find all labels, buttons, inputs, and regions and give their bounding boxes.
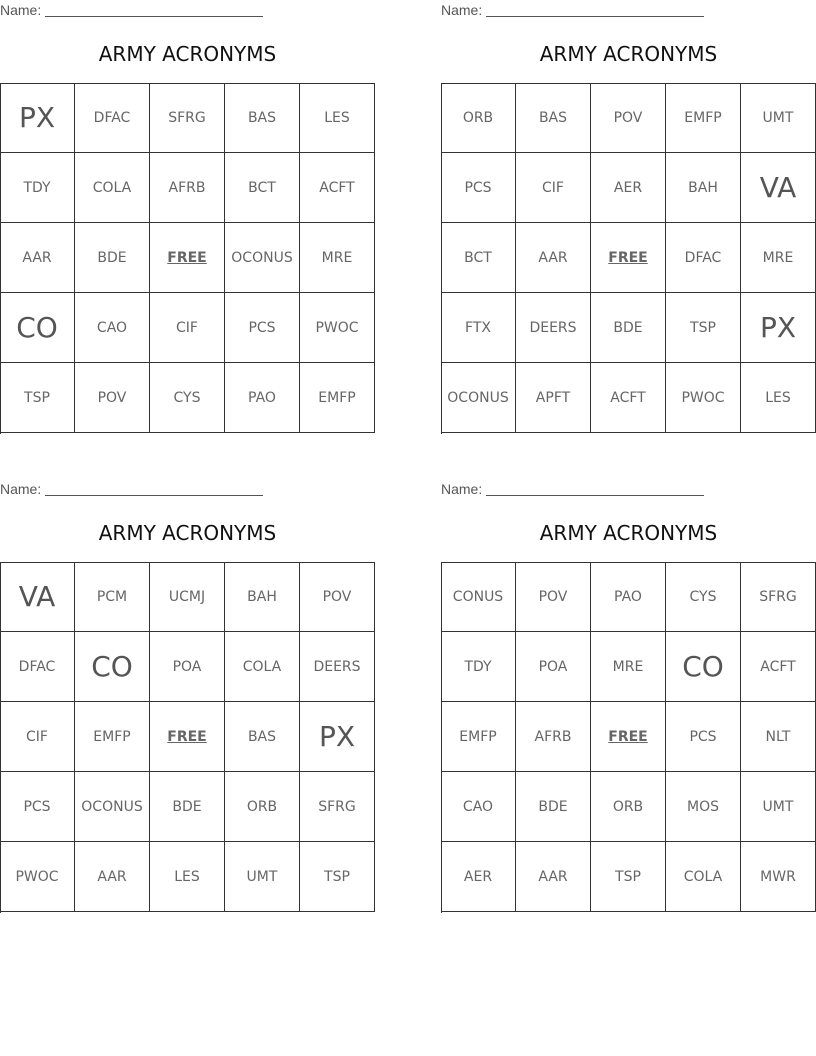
bingo-cell: EMFP (666, 83, 741, 153)
bingo-cell: PAO (225, 363, 300, 433)
bingo-cell: AAR (0, 223, 75, 293)
name-label: Name: (0, 2, 42, 18)
bingo-cell: VA (0, 562, 75, 632)
bingo-grid (441, 83, 816, 434)
bingo-cell: AFRB (516, 702, 591, 772)
bingo-cell: CAO (441, 772, 516, 842)
bingo-grid (0, 83, 375, 434)
bingo-cell: POV (75, 363, 150, 433)
bingo-cell: COLA (225, 632, 300, 702)
bingo-cell: PX (741, 293, 816, 363)
bingo-cell: UCMJ (150, 562, 225, 632)
bingo-cell: EMFP (441, 702, 516, 772)
bingo-cell: COLA (666, 842, 741, 912)
bingo-cell: PCS (0, 772, 75, 842)
bingo-cell: PCS (225, 293, 300, 363)
bingo-cell: OCONUS (225, 223, 300, 293)
bingo-cell: ACFT (591, 363, 666, 433)
bingo-cell: CIF (0, 702, 75, 772)
bingo-cell: MRE (741, 223, 816, 293)
bingo-cell: CAO (75, 293, 150, 363)
bingo-cell: AAR (75, 842, 150, 912)
bingo-cell: ACFT (741, 632, 816, 702)
bingo-cell: LES (741, 363, 816, 433)
bingo-cell: PCS (441, 153, 516, 223)
card-title: ARMY ACRONYMS (98, 42, 277, 66)
bingo-cell: DFAC (666, 223, 741, 293)
bingo-cell: DFAC (75, 83, 150, 153)
card-title: ARMY ACRONYMS (98, 521, 277, 545)
bingo-cell: VA (741, 153, 816, 223)
bingo-cell: BAH (225, 562, 300, 632)
name-field (441, 0, 816, 20)
bingo-cell: BAS (516, 83, 591, 153)
bingo-cell: POA (516, 632, 591, 702)
bingo-grid (0, 562, 375, 913)
bingo-cell: BDE (591, 293, 666, 363)
bingo-cell: DFAC (0, 632, 75, 702)
name-field (441, 479, 816, 499)
bingo-cell: PCS (666, 702, 741, 772)
bingo-cell: TDY (441, 632, 516, 702)
bingo-cell: LES (150, 842, 225, 912)
bingo-cell: CO (0, 293, 75, 363)
bingo-cell: SFRG (300, 772, 375, 842)
bingo-cell: BDE (150, 772, 225, 842)
bingo-cell: BCT (441, 223, 516, 293)
bingo-cell: BAH (666, 153, 741, 223)
bingo-cell: ORB (225, 772, 300, 842)
bingo-cell: PX (300, 702, 375, 772)
bingo-cell: MOS (666, 772, 741, 842)
bingo-cell: AAR (516, 842, 591, 912)
bingo-cell: MRE (591, 632, 666, 702)
bingo-cell: POV (516, 562, 591, 632)
bingo-cell: OCONUS (75, 772, 150, 842)
bingo-cell: TSP (591, 842, 666, 912)
bingo-cell: ORB (441, 83, 516, 153)
bingo-cell: COLA (75, 153, 150, 223)
bingo-cell: ORB (591, 772, 666, 842)
bingo-cell: TSP (666, 293, 741, 363)
name-blank-line (45, 495, 263, 496)
bingo-cell: SFRG (741, 562, 816, 632)
bingo-cell: TDY (0, 153, 75, 223)
bingo-cell: LES (300, 83, 375, 153)
bingo-cell: CO (75, 632, 150, 702)
bingo-cell: DEERS (300, 632, 375, 702)
bingo-cell: AER (441, 842, 516, 912)
bingo-cell: CONUS (441, 562, 516, 632)
name-blank-line (45, 16, 263, 17)
free-space-cell: FREE (591, 702, 666, 772)
bingo-cell: PCM (75, 562, 150, 632)
bingo-cell: SFRG (150, 83, 225, 153)
bingo-cell: APFT (516, 363, 591, 433)
name-label: Name: (441, 2, 483, 18)
bingo-cell: PWOC (300, 293, 375, 363)
bingo-cell: POV (300, 562, 375, 632)
bingo-cell: CYS (666, 562, 741, 632)
bingo-cell: MRE (300, 223, 375, 293)
name-blank-line (486, 16, 704, 17)
bingo-cell: FTX (441, 293, 516, 363)
bingo-cell: TSP (300, 842, 375, 912)
bingo-cell: BCT (225, 153, 300, 223)
bingo-cell: PWOC (0, 842, 75, 912)
bingo-cell: POV (591, 83, 666, 153)
free-space-cell: FREE (150, 223, 225, 293)
bingo-cell: UMT (225, 842, 300, 912)
bingo-cell: BAS (225, 83, 300, 153)
bingo-cell: AAR (516, 223, 591, 293)
name-field (0, 479, 375, 499)
bingo-cell: CYS (150, 363, 225, 433)
bingo-cell: AFRB (150, 153, 225, 223)
bingo-cell: AER (591, 153, 666, 223)
bingo-cell: POA (150, 632, 225, 702)
bingo-cell: CIF (150, 293, 225, 363)
name-label: Name: (441, 481, 483, 497)
bingo-cell: ACFT (300, 153, 375, 223)
bingo-cell: CO (666, 632, 741, 702)
name-label: Name: (0, 481, 42, 497)
bingo-cell: NLT (741, 702, 816, 772)
bingo-cell: PX (0, 83, 75, 153)
bingo-cell: DEERS (516, 293, 591, 363)
name-blank-line (486, 495, 704, 496)
free-space-cell: FREE (150, 702, 225, 772)
bingo-cell: EMFP (300, 363, 375, 433)
bingo-cell: UMT (741, 772, 816, 842)
bingo-cell: PWOC (666, 363, 741, 433)
free-space-cell: FREE (591, 223, 666, 293)
bingo-cell: UMT (741, 83, 816, 153)
bingo-cell: MWR (741, 842, 816, 912)
bingo-grid (441, 562, 816, 913)
bingo-cell: BDE (516, 772, 591, 842)
bingo-cell: BDE (75, 223, 150, 293)
bingo-cell: TSP (0, 363, 75, 433)
bingo-cell: OCONUS (441, 363, 516, 433)
bingo-cell: BAS (225, 702, 300, 772)
name-field (0, 0, 375, 20)
bingo-cell: PAO (591, 562, 666, 632)
card-title: ARMY ACRONYMS (539, 521, 718, 545)
bingo-cell: EMFP (75, 702, 150, 772)
bingo-cell: CIF (516, 153, 591, 223)
card-title: ARMY ACRONYMS (539, 42, 718, 66)
